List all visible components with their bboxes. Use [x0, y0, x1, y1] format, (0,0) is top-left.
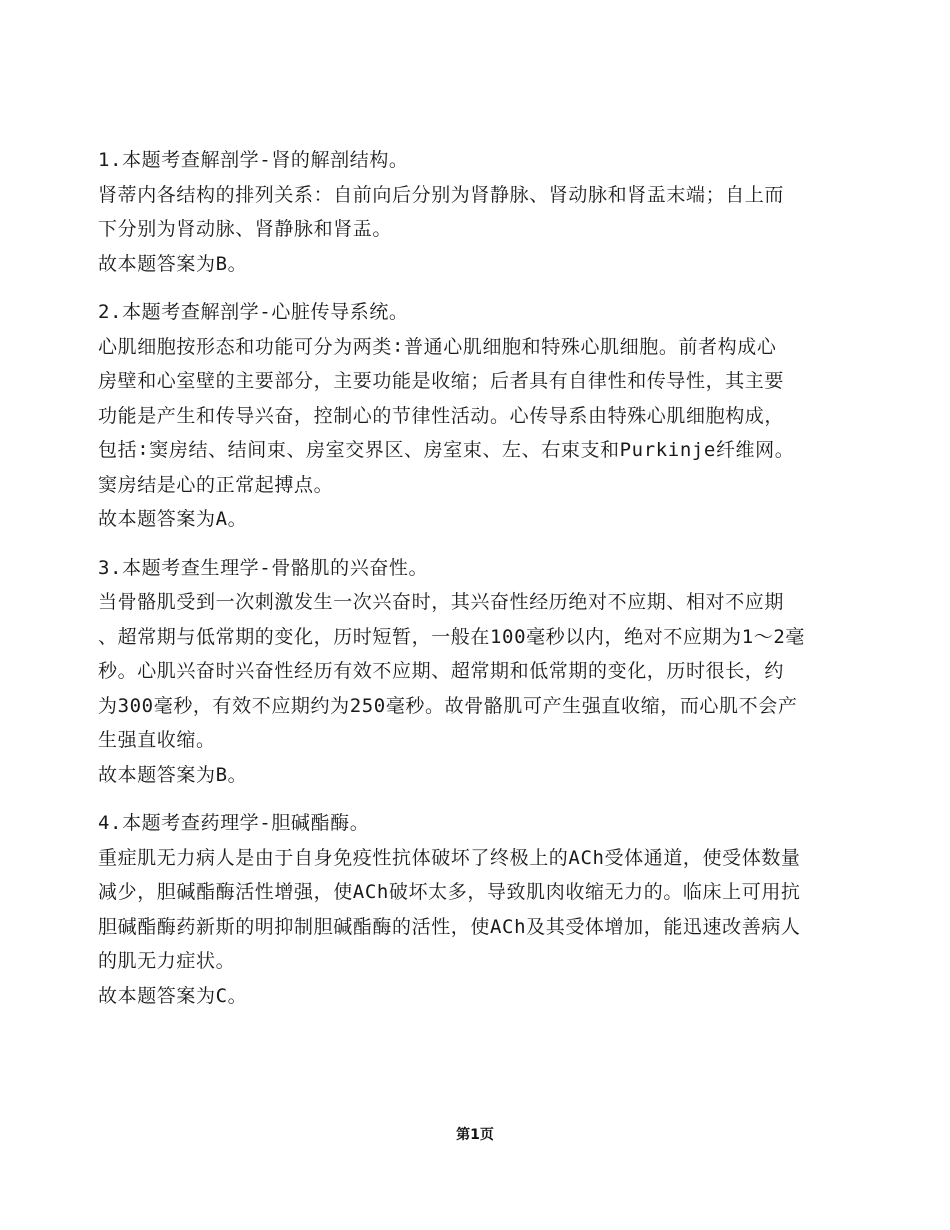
section-title: 1.本题考查解剖学-肾的解剖结构。: [98, 149, 409, 171]
page-number: 第1页: [456, 1127, 494, 1143]
answer-section-4: [98, 806, 868, 1013]
body-line: 窦房结是心的正常起搏点。: [98, 473, 334, 496]
body-line: 当骨骼肌受到一次刺激发生一次兴奋时，其兴奋性经历绝对不应期、相对不应期: [98, 591, 785, 613]
answer-section-2: [98, 295, 868, 537]
body-line: 肾蒂内各结构的排列关系：自前向后分别为肾静脉、肾动脉和肾盂末端；自上而: [98, 183, 785, 206]
body-line: 的肌无力症状。: [98, 950, 236, 972]
body-line: 心肌细胞按形态和功能可分为两类∶普通心肌细胞和特殊心肌细胞。前者构成心: [98, 335, 777, 358]
answer-line: 故本题答案为A。: [98, 508, 248, 530]
body-line: 房壁和心室壁的主要部分，主要功能是收缩；后者具有自律性和传导性，其主要: [98, 370, 785, 392]
answer-line: 故本题答案为B。: [98, 252, 248, 275]
body-line: 下分别为肾动脉、肾静脉和肾盂。: [98, 218, 393, 240]
body-line: 包括∶窦房结、结间束、房室交界区、房室束、左、右束支和Purkinje纤维网。: [98, 439, 795, 461]
body-line: 功能是产生和传导兴奋，控制心的节律性活动。心传导系由特殊心肌细胞构成，: [98, 404, 785, 427]
body-line: 生强直收缩。: [98, 729, 216, 751]
answer-line: 故本题答案为B。: [98, 763, 248, 786]
answer-section-3: [98, 551, 868, 793]
body-line: 秒。心肌兴奋时兴奋性经历有效不应期、超常期和低常期的变化，历时很长，约: [98, 660, 785, 682]
section-title: 3.本题考查生理学-骨骼肌的兴奋性。: [98, 556, 429, 579]
body-line: 为300毫秒，有效不应期约为250毫秒。故骨骼肌可产生强直收缩，而心肌不会产: [98, 694, 798, 717]
body-line: 减少，胆碱酯酶活性增强，使ACh破坏太多，导致肌肉收缩无力的。临床上可用抗: [98, 881, 801, 903]
answer-line: 故本题答案为C。: [98, 984, 248, 1007]
body-line: 重症肌无力病人是由于自身免疫性抗体破坏了终极上的ACh受体通道，使受体数量: [98, 846, 801, 869]
document-content: [98, 143, 868, 1027]
answer-section-1: [98, 143, 868, 281]
body-line: 胆碱酯酶药新斯的明抑制胆碱酯酶的活性，使ACh及其受体增加，能迅速改善病人: [98, 915, 801, 938]
section-title: 2.本题考查解剖学-心脏传导系统。: [98, 301, 409, 323]
section-title: 4.本题考查药理学-胆碱酯酶。: [98, 812, 370, 834]
body-line: 、超常期与低常期的变化，历时短暂，一般在100毫秒以内，绝对不应期为1～2毫: [98, 625, 805, 648]
